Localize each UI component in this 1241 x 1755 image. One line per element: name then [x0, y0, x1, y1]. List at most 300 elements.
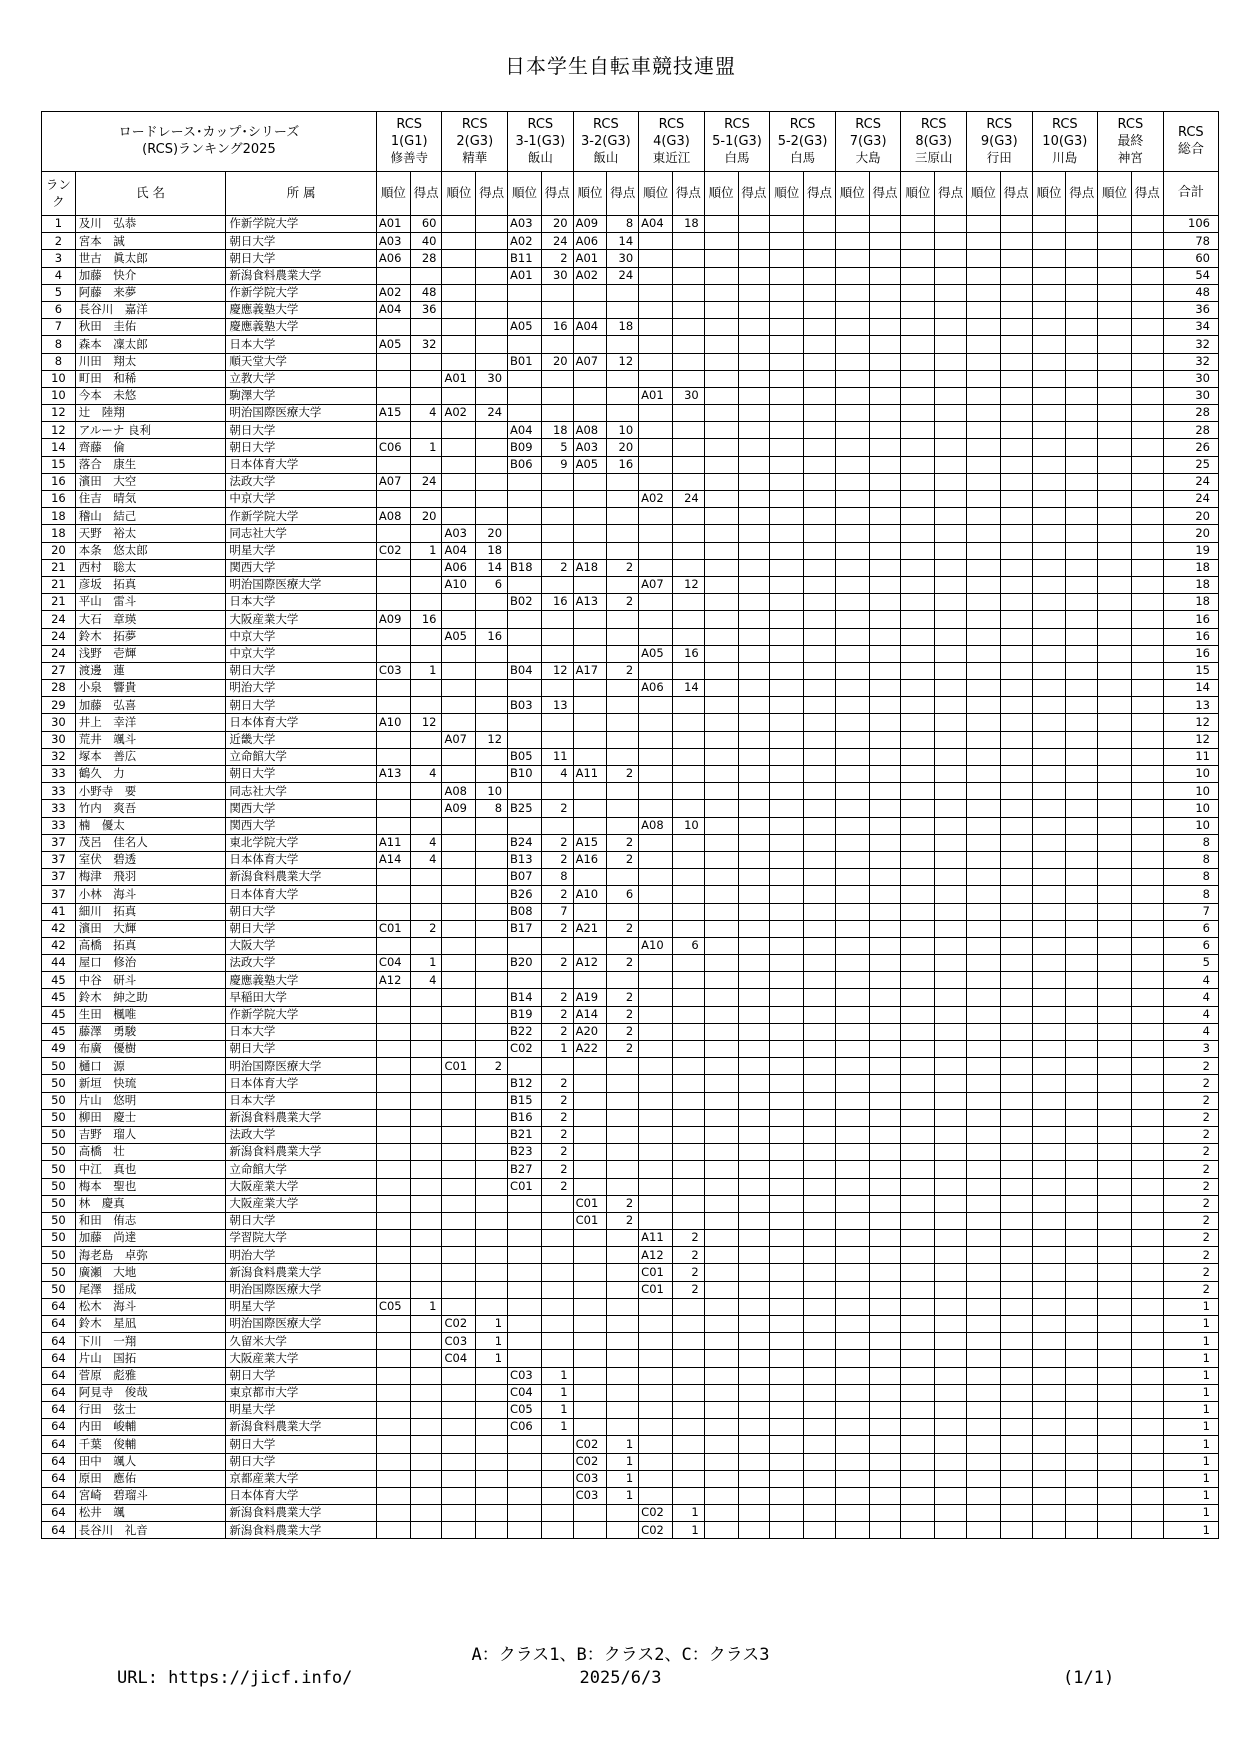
- position-cell: [770, 662, 804, 679]
- points-cell: 2: [410, 920, 442, 937]
- rank-cell: 33: [42, 817, 76, 834]
- total-cell: 2: [1163, 1126, 1218, 1143]
- points-cell: [869, 353, 901, 370]
- points-cell: [1000, 937, 1032, 954]
- points-cell: [1000, 1298, 1032, 1315]
- points-cell: [672, 886, 704, 903]
- points-cell: [935, 972, 967, 989]
- table-row: [42, 1178, 1219, 1195]
- points-cell: [1000, 594, 1032, 611]
- position-cell: [770, 1281, 804, 1298]
- position-cell: [901, 714, 935, 731]
- position-cell: [704, 955, 738, 972]
- position-cell: [770, 1126, 804, 1143]
- position-cell: [1098, 955, 1132, 972]
- document-title: 日本学生自転車競技連盟: [505, 54, 736, 78]
- position-cell: [639, 1006, 673, 1023]
- position-cell: B14: [508, 989, 542, 1006]
- table-row: [42, 680, 1219, 697]
- total-cell: 32: [1163, 336, 1218, 353]
- points-cell: [410, 628, 442, 645]
- table-row: [42, 284, 1219, 301]
- points-cell: [410, 1247, 442, 1264]
- points-cell: [410, 1161, 442, 1178]
- position-cell: [901, 594, 935, 611]
- race-header-line: 7(G3): [849, 133, 887, 149]
- position-cell: [835, 1333, 869, 1350]
- points-cell: [1066, 834, 1098, 851]
- position-cell: [1032, 1401, 1066, 1418]
- points-cell: [738, 645, 770, 662]
- points-cell: [476, 886, 508, 903]
- position-cell: [901, 834, 935, 851]
- points-cell: [935, 542, 967, 559]
- position-cell: [1098, 800, 1132, 817]
- position-cell: [704, 714, 738, 731]
- position-cell: [1098, 937, 1132, 954]
- header-row-races: [42, 112, 1219, 172]
- points-cell: [1000, 284, 1032, 301]
- position-cell: [704, 439, 738, 456]
- points-cell: [607, 525, 639, 542]
- position-cell: A05: [508, 319, 542, 336]
- points-cell: [1066, 1247, 1098, 1264]
- position-cell: [639, 1109, 673, 1126]
- points-cell: 2: [541, 1126, 573, 1143]
- points-cell: [738, 1006, 770, 1023]
- points-cell: [869, 439, 901, 456]
- position-cell: [376, 1384, 410, 1401]
- position-cell: [639, 1316, 673, 1333]
- table-row: [42, 697, 1219, 714]
- position-cell: [376, 1333, 410, 1350]
- position-cell: [508, 611, 542, 628]
- position-cell: [1032, 1041, 1066, 1058]
- points-cell: [607, 1230, 639, 1247]
- total-cell: 10: [1163, 766, 1218, 783]
- position-cell: [639, 370, 673, 387]
- points-cell: 11: [541, 748, 573, 765]
- position-cell: A07: [442, 731, 476, 748]
- points-cell: [1131, 1230, 1163, 1247]
- points-cell: [410, 989, 442, 1006]
- rank-cell: 5: [42, 284, 76, 301]
- points-cell: [738, 697, 770, 714]
- position-cell: B08: [508, 903, 542, 920]
- total-cell: 6: [1163, 937, 1218, 954]
- position-cell: A08: [639, 817, 673, 834]
- total-cell: 2: [1163, 1075, 1218, 1092]
- points-cell: [1066, 1178, 1098, 1195]
- points-cell: [1131, 1281, 1163, 1298]
- position-cell: [1098, 216, 1132, 233]
- points-cell: [476, 1487, 508, 1504]
- points-cell: [804, 800, 836, 817]
- name-cell: 細川 拓真: [75, 903, 226, 920]
- points-cell: [672, 766, 704, 783]
- table-row: [42, 439, 1219, 456]
- points-cell: [738, 353, 770, 370]
- affiliation-cell: 法政大学: [226, 473, 377, 490]
- name-cell: 小泉 響貴: [75, 680, 226, 697]
- position-cell: [442, 1144, 476, 1161]
- points-cell: [1131, 1109, 1163, 1126]
- position-cell: [1032, 920, 1066, 937]
- name-cell: 加藤 快介: [75, 267, 226, 284]
- points-cell: 1: [541, 1367, 573, 1384]
- position-cell: [835, 473, 869, 490]
- points-cell: [1000, 1401, 1032, 1418]
- position-cell: A20: [573, 1023, 607, 1040]
- points-cell: [935, 1195, 967, 1212]
- position-cell: [1032, 491, 1066, 508]
- name-cell: 齊藤 倫: [75, 439, 226, 456]
- points-cell: [1131, 680, 1163, 697]
- points-cell: [1000, 645, 1032, 662]
- points-cell: [672, 439, 704, 456]
- points-cell: [804, 319, 836, 336]
- points-cell: [935, 1058, 967, 1075]
- name-cell: 尾澤 揺成: [75, 1281, 226, 1298]
- points-cell: [607, 697, 639, 714]
- position-cell: C05: [376, 1298, 410, 1315]
- position-cell: [704, 611, 738, 628]
- position-cell: [770, 834, 804, 851]
- points-cell: 2: [541, 1006, 573, 1023]
- rank-cell: 50: [42, 1195, 76, 1212]
- position-cell: [1032, 216, 1066, 233]
- points-cell: 16: [607, 456, 639, 473]
- points-cell: [869, 1522, 901, 1539]
- position-cell: [966, 216, 1000, 233]
- position-cell: [442, 1384, 476, 1401]
- position-cell: [901, 611, 935, 628]
- total-cell: 10: [1163, 783, 1218, 800]
- points-cell: [410, 1505, 442, 1522]
- points-cell: [738, 301, 770, 318]
- position-cell: [770, 851, 804, 868]
- position-cell: [901, 1178, 935, 1195]
- position-cell: [835, 972, 869, 989]
- points-cell: [476, 920, 508, 937]
- affiliation-cell: 作新学院大学: [226, 284, 377, 301]
- points-cell: [607, 542, 639, 559]
- position-cell: [966, 1109, 1000, 1126]
- points-cell: [607, 1161, 639, 1178]
- points-cell: [804, 731, 836, 748]
- affiliation-cell: 日本体育大学: [226, 886, 377, 903]
- affiliation-cell: 朝日大学: [226, 233, 377, 250]
- affiliation-cell: 近畿大学: [226, 731, 377, 748]
- table-row: [42, 1109, 1219, 1126]
- points-cell: [476, 955, 508, 972]
- points-cell: [935, 869, 967, 886]
- position-cell: [639, 559, 673, 576]
- points-cell: [1131, 1316, 1163, 1333]
- position-cell: [376, 1041, 410, 1058]
- position-cell: [442, 1367, 476, 1384]
- points-cell: [1131, 319, 1163, 336]
- affiliation-cell: 新潟食料農業大学: [226, 1144, 377, 1161]
- points-cell: [804, 216, 836, 233]
- points-cell: [1000, 233, 1032, 250]
- table-row: [42, 972, 1219, 989]
- points-cell: [541, 1058, 573, 1075]
- points-cell: [1000, 1041, 1032, 1058]
- points-cell: [541, 1333, 573, 1350]
- name-cell: 高橋 拓真: [75, 937, 226, 954]
- total-cell: 1: [1163, 1487, 1218, 1504]
- points-cell: [1000, 611, 1032, 628]
- position-cell: [770, 937, 804, 954]
- position-cell: [376, 1281, 410, 1298]
- position-cell: [704, 1470, 738, 1487]
- race-header-10: [966, 112, 1032, 172]
- points-cell: [869, 594, 901, 611]
- position-cell: [573, 937, 607, 954]
- total-cell: 10: [1163, 800, 1218, 817]
- points-cell: [541, 1316, 573, 1333]
- points-cell: [1131, 697, 1163, 714]
- points-cell: [804, 284, 836, 301]
- table-row: [42, 250, 1219, 267]
- position-cell: [901, 1109, 935, 1126]
- race-venue: 行田: [986, 149, 1012, 165]
- position-cell: C01: [639, 1281, 673, 1298]
- name-cell: 鈴木 星凪: [75, 1316, 226, 1333]
- position-cell: [770, 1350, 804, 1367]
- position-cell: [835, 1264, 869, 1281]
- position-cell: [442, 1247, 476, 1264]
- table-row: [42, 869, 1219, 886]
- points-cell: [935, 353, 967, 370]
- points-cell: [1131, 542, 1163, 559]
- position-cell: [966, 611, 1000, 628]
- rank-cell: 12: [42, 422, 76, 439]
- name-cell: 辻 陸翔: [75, 405, 226, 422]
- points-cell: [410, 525, 442, 542]
- affiliation-cell: 朝日大学: [226, 1041, 377, 1058]
- position-cell: C02: [508, 1041, 542, 1058]
- position-cell: [573, 1350, 607, 1367]
- rank-cell: 7: [42, 319, 76, 336]
- points-cell: [410, 1230, 442, 1247]
- position-cell: [835, 284, 869, 301]
- position-cell: [704, 1041, 738, 1058]
- name-cell: 林 慶真: [75, 1195, 226, 1212]
- points-cell: [935, 1178, 967, 1195]
- points-cell: [935, 216, 967, 233]
- points-cell: 2: [607, 989, 639, 1006]
- points-cell: [935, 1453, 967, 1470]
- position-cell: [508, 1470, 542, 1487]
- position-cell: [835, 1161, 869, 1178]
- name-cell: 井上 幸洋: [75, 714, 226, 731]
- points-cell: [738, 834, 770, 851]
- position-cell: [966, 628, 1000, 645]
- points-cell: [672, 405, 704, 422]
- position-cell: A05: [573, 456, 607, 473]
- position-cell: [704, 1144, 738, 1161]
- points-cell: [1000, 1470, 1032, 1487]
- table-row: [42, 1247, 1219, 1264]
- rank-cell: 64: [42, 1367, 76, 1384]
- position-cell: [508, 817, 542, 834]
- points-cell: 2: [541, 1178, 573, 1195]
- position-cell: [442, 336, 476, 353]
- points-cell: [804, 456, 836, 473]
- position-cell: [704, 594, 738, 611]
- points-cell: [804, 869, 836, 886]
- position-cell: [639, 1212, 673, 1229]
- name-cell: 長谷川 嘉洋: [75, 301, 226, 318]
- race-header-line: 4(G3): [653, 133, 690, 149]
- points-cell: [804, 851, 836, 868]
- position-cell: [639, 233, 673, 250]
- points-cell: [607, 628, 639, 645]
- points-cell: [738, 370, 770, 387]
- position-cell: [704, 766, 738, 783]
- points-cell: [1066, 336, 1098, 353]
- points-cell: [1066, 1384, 1098, 1401]
- race-header-line: 5-1(G3): [712, 133, 762, 149]
- position-cell: [442, 1195, 476, 1212]
- points-cell: [804, 1075, 836, 1092]
- total-cell: 26: [1163, 439, 1218, 456]
- table-row: [42, 1230, 1219, 1247]
- rank-cell: 45: [42, 1023, 76, 1040]
- total-label: 合計: [1163, 172, 1218, 216]
- affiliation-cell: 大阪大学: [226, 937, 377, 954]
- position-cell: [966, 662, 1000, 679]
- points-cell: [607, 1075, 639, 1092]
- race-header-line: RCS: [1051, 117, 1078, 133]
- position-cell: [966, 886, 1000, 903]
- position-cell: [639, 1487, 673, 1504]
- position-cell: [1098, 903, 1132, 920]
- name-cell: 吉野 瑠人: [75, 1126, 226, 1143]
- points-cell: [738, 766, 770, 783]
- table-row: [42, 456, 1219, 473]
- points-cell: [869, 1006, 901, 1023]
- position-cell: [1098, 491, 1132, 508]
- position-cell: [704, 662, 738, 679]
- points-cell: 2: [672, 1281, 704, 1298]
- points-cell: [476, 937, 508, 954]
- name-cell: 中谷 研斗: [75, 972, 226, 989]
- points-cell: 16: [476, 628, 508, 645]
- points-cell: 8: [607, 216, 639, 233]
- points-cell: [804, 1212, 836, 1229]
- points-cell: [1000, 250, 1032, 267]
- points-cell: [1000, 783, 1032, 800]
- points-cell: [672, 542, 704, 559]
- points-cell: [672, 559, 704, 576]
- position-cell: [1032, 594, 1066, 611]
- rank-cell: 16: [42, 491, 76, 508]
- points-cell: [410, 1470, 442, 1487]
- points-cell: [738, 1470, 770, 1487]
- position-cell: [376, 1023, 410, 1040]
- points-cell: 16: [410, 611, 442, 628]
- position-cell: A01: [639, 387, 673, 404]
- points-cell: [935, 405, 967, 422]
- table-row: [42, 422, 1219, 439]
- total-cell: 11: [1163, 748, 1218, 765]
- position-cell: [770, 714, 804, 731]
- position-cell: [901, 456, 935, 473]
- position-cell: [573, 491, 607, 508]
- points-cell: [804, 1487, 836, 1504]
- position-cell: [704, 1401, 738, 1418]
- position-cell: [1098, 731, 1132, 748]
- points-cell: 12: [410, 714, 442, 731]
- points-cell: [476, 748, 508, 765]
- affiliation-cell: 朝日大学: [226, 1436, 377, 1453]
- points-cell: [1000, 1384, 1032, 1401]
- position-cell: [966, 1419, 1000, 1436]
- points-cell: [738, 1023, 770, 1040]
- position-cell: [835, 869, 869, 886]
- affiliation-cell: 法政大学: [226, 1126, 377, 1143]
- position-cell: [573, 972, 607, 989]
- position-cell: [1032, 233, 1066, 250]
- position-cell: [770, 1247, 804, 1264]
- points-cell: 1: [476, 1350, 508, 1367]
- position-cell: [573, 525, 607, 542]
- race-header-line: RCS: [658, 117, 685, 133]
- total-cell: 1: [1163, 1384, 1218, 1401]
- position-cell: [1098, 1212, 1132, 1229]
- points-cell: [738, 336, 770, 353]
- points-cell: [804, 1023, 836, 1040]
- points-cell: [1000, 834, 1032, 851]
- position-cell: [1032, 1522, 1066, 1539]
- table-row: [42, 576, 1219, 593]
- points-cell: 30: [476, 370, 508, 387]
- points-cell: [1000, 1505, 1032, 1522]
- position-cell: [770, 353, 804, 370]
- position-cell: [508, 508, 542, 525]
- position-cell: [573, 628, 607, 645]
- position-cell: [770, 903, 804, 920]
- position-cell: [901, 576, 935, 593]
- race-header-line: RCS: [789, 117, 816, 133]
- position-cell: C04: [508, 1384, 542, 1401]
- position-cell: [1032, 1453, 1066, 1470]
- position-cell: [770, 1058, 804, 1075]
- position-cell: A10: [573, 886, 607, 903]
- position-cell: [508, 1264, 542, 1281]
- position-cell: [573, 1384, 607, 1401]
- position-cell: [508, 387, 542, 404]
- points-cell: [541, 387, 573, 404]
- points-cell: [672, 800, 704, 817]
- position-cell: [1098, 267, 1132, 284]
- points-cell: [1066, 714, 1098, 731]
- points-cell: [1000, 267, 1032, 284]
- points-cell: [869, 714, 901, 731]
- position-cell: [770, 920, 804, 937]
- points-cell: [738, 319, 770, 336]
- position-cell: [966, 594, 1000, 611]
- points-cell: 2: [672, 1264, 704, 1281]
- table-row: [42, 525, 1219, 542]
- position-cell: [1098, 817, 1132, 834]
- points-cell: 24: [672, 491, 704, 508]
- position-cell: [376, 783, 410, 800]
- points-cell: 2: [607, 1023, 639, 1040]
